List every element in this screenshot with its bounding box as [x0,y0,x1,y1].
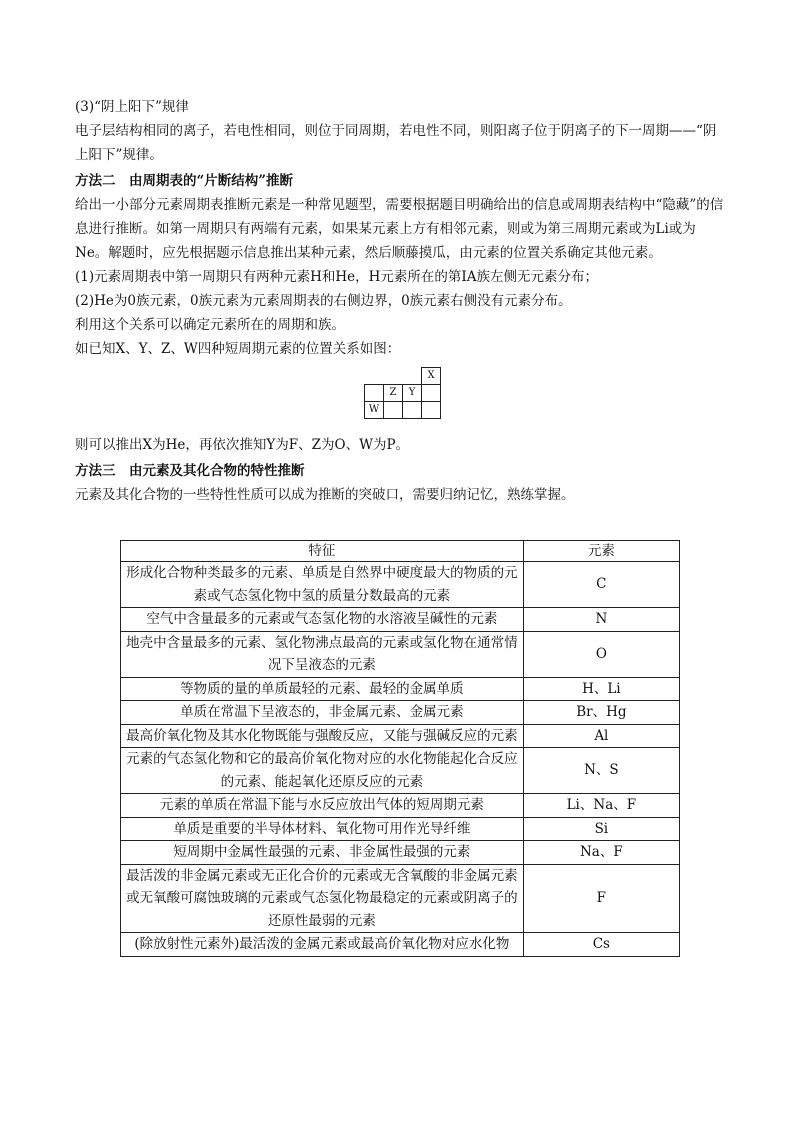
paragraph: 电子层结构相同的离子，若电性相同，则位于同周期，若电性不同，则阳离子位于阴离子的下一周期——“阴上阳下”规律。 [75,123,717,163]
feature-cell: 元素的气态氢化物和它的最高价氧化物对应的水化物能起化合反应的元素、能起氧化还原反应的元素 [121,748,524,794]
paragraph: 如已知X、Y、Z、W四种短周期元素的位置关系如图： [75,341,401,357]
feature-cell: 地壳中含量最多的元素、氢化物沸点最高的元素或氢化物在通常情况下呈液态的元素 [121,631,524,677]
grid-cell: W [365,402,384,419]
feature-cell: 单质在常温下呈液态的，非金属元素、金属元素 [121,701,524,725]
section-heading: 方法二 由周期表的“片断结构”推断 [75,173,294,189]
feature-cell: 短周期中金属性最强的元素、非金属性最强的元素 [121,841,524,865]
feature-cell: 等物质的量的单质最轻的元素、最轻的金属单质 [121,677,524,701]
table-row [121,817,680,841]
element-cell: F [523,864,679,933]
grid-cell [422,402,441,419]
table-row [121,841,680,865]
feature-cell: 最活泼的非金属元素或无正化合价的元素或无含氧酸的非金属元素或无氧酸可腐蚀玻璃的元素或气态氢化物最稳定的元素或阴离子的还原性最弱的元素 [121,864,524,933]
table-row [121,794,680,818]
element-cell: C [523,562,679,608]
grid-row [365,402,441,419]
paragraph: 则可以推出X为He，再依次推知Y为F、Z为O、W为P。 [75,437,410,453]
paragraphs-bottom [75,433,725,507]
grid-cell [384,368,403,385]
feature-cell: 最高价氧化物及其水化物既能与强酸反应，又能与强碱反应的元素 [121,724,524,748]
table-row [121,631,680,677]
grid-cell [403,402,422,419]
grid-cell [384,402,403,419]
table-row [121,562,680,608]
paragraph: (3)“阴上阳下”规律 [75,99,189,115]
periodic-fragment-figure [75,367,725,427]
grid-cell: Z [384,385,403,402]
grid-cell [365,385,384,402]
feature-cell: 元素的单质在常温下能与水反应放出气体的短周期元素 [121,794,524,818]
table-row [121,864,680,933]
element-cell: Br、Hg [523,701,679,725]
element-cell: O [523,631,679,677]
grid-cell: Y [403,385,422,402]
section-heading: 方法三 由元素及其化合物的特性推断 [75,463,305,479]
table-row [121,701,680,725]
table-row [121,748,680,794]
table-row [121,724,680,748]
element-cell: N、S [523,748,679,794]
feature-cell: 空气中含量最多的元素或气态氢化物的水溶液呈碱性的元素 [121,608,524,632]
element-cell: Na、F [523,841,679,865]
table-row [121,933,680,957]
grid-row [365,368,441,385]
grid-cell [403,368,422,385]
feature-cell: 形成化合物种类最多的元素、单质是自然界中硬度最大的物质的元素或气态氢化物中氢的质量分数最高的元素 [121,562,524,608]
paragraph: (1)元素周期表中第一周期只有两种元素H和He，H元素所在的第ⅠA族左侧无元素分布； [75,269,599,285]
paragraph: (2)He为0族元素，0族元素为元素周期表的右侧边界，0族元素右侧没有元素分布。 [75,293,572,309]
table-row [121,677,680,701]
element-cell: N [523,608,679,632]
paragraph: 元素及其化合物的一些特性性质可以成为推断的突破口，需要归纳记忆，熟练掌握。 [75,487,575,503]
element-cell: Cs [523,933,679,957]
element-cell: Al [523,724,679,748]
grid-row [365,385,441,402]
paragraph: 利用这个关系可以确定元素所在的周期和族。 [75,317,345,333]
grid-cell: X [422,368,441,385]
table-header-row [121,541,680,562]
feature-cell: 单质是重要的半导体材料、氧化物可用作光导纤维 [121,817,524,841]
grid-cell [365,368,384,385]
paragraphs-top [75,95,725,361]
feature-cell: (除放射性元素外)最活泼的金属元素或最高价氧化物对应水化物 [121,933,524,957]
table-row [121,608,680,632]
content-body [75,95,725,507]
header-feature: 特征 [121,541,524,562]
element-cell: H、Li [523,677,679,701]
element-cell: Si [523,817,679,841]
periodic-fragment-grid [364,367,441,419]
grid-cell [422,385,441,402]
element-cell: Li、Na、F [523,794,679,818]
paragraph: 给出一小部分元素周期表推断元素是一种常见题型，需要根据题目明确给出的信息或周期表结构中“隐藏”的信息进行推断。如第一周期只有两端有元素，如果某元素上方有相邻元素，则或为第三周期元素或为Li或为Ne。解题时，应先根据题示信息推出某种元素，然后顺藤摸瓜，由元素的位置关系确定其他元素。 [75,197,724,261]
element-features-table [120,540,680,957]
header-element: 元素 [523,541,679,562]
